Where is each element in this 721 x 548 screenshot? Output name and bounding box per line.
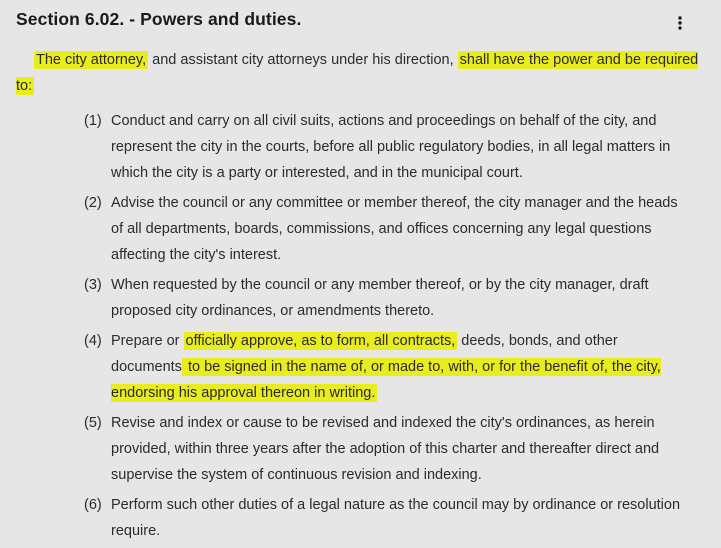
list-item-number: (6) bbox=[84, 497, 102, 513]
list-item-text bbox=[111, 272, 689, 324]
list-item-number: (1) bbox=[84, 113, 102, 129]
list-item bbox=[84, 272, 689, 324]
list-item-text bbox=[111, 190, 689, 268]
list-item-number: (3) bbox=[84, 277, 102, 293]
text-span: Perform such other duties of a legal nature as the council may by ordinance or resolution require. bbox=[111, 497, 681, 539]
text-span: Revise and index or cause to be revised and indexed the city's ordinances, as herein provided, within three years after the adoption of this charter and thereafter direct and supervise the system of continuous revision and indexing. bbox=[111, 415, 660, 483]
duties-list bbox=[84, 108, 689, 548]
text-span: When requested by the council or any member thereof, or by the city manager, draft proposed city ordinances, or amendments thereto. bbox=[111, 277, 649, 319]
list-item bbox=[84, 492, 689, 544]
list-item-text bbox=[111, 108, 689, 186]
text-span: deeds, bonds, and other documents bbox=[111, 333, 618, 375]
vertical-ellipsis-icon bbox=[674, 14, 686, 32]
highlighted-text: to be signed in the name of, or made to, with, or for the benefit of, the city, endorsing his approval thereon in writing. bbox=[111, 359, 661, 401]
list-item bbox=[84, 328, 689, 406]
more-options-button[interactable] bbox=[674, 14, 686, 32]
list-item-text bbox=[111, 328, 689, 406]
intro-paragraph bbox=[16, 47, 706, 99]
highlighted-text: officially approve, as to form, all contracts, bbox=[185, 333, 456, 349]
list-item-text bbox=[111, 410, 689, 488]
list-item bbox=[84, 190, 689, 268]
list-item-number: (2) bbox=[84, 195, 102, 211]
highlighted-text: shall have the power and be required to: bbox=[16, 52, 699, 94]
list-item-number: (4) bbox=[84, 333, 102, 349]
list-item bbox=[84, 410, 689, 488]
section-title: Section 6.02. - Powers and duties. bbox=[16, 9, 302, 29]
text-span: and assistant city attorneys under his direction, bbox=[148, 52, 458, 68]
list-item-number: (5) bbox=[84, 415, 102, 431]
list-item-text bbox=[111, 492, 689, 544]
text-span: Conduct and carry on all civil suits, actions and proceedings on behalf of the city, and represent the city in the courts, before all public regulatory bodies, in all legal matters in which the city is a party or interested, and in the municipal court. bbox=[111, 113, 671, 181]
highlighted-text: The city attorney, bbox=[36, 52, 147, 68]
list-item bbox=[84, 108, 689, 186]
text-span: Advise the council or any committee or member thereof, the city manager and the heads of all departments, boards, commissions, and offices concerning any legal questions affecting the city's interest. bbox=[111, 195, 678, 263]
text-span: Prepare or bbox=[111, 333, 184, 349]
